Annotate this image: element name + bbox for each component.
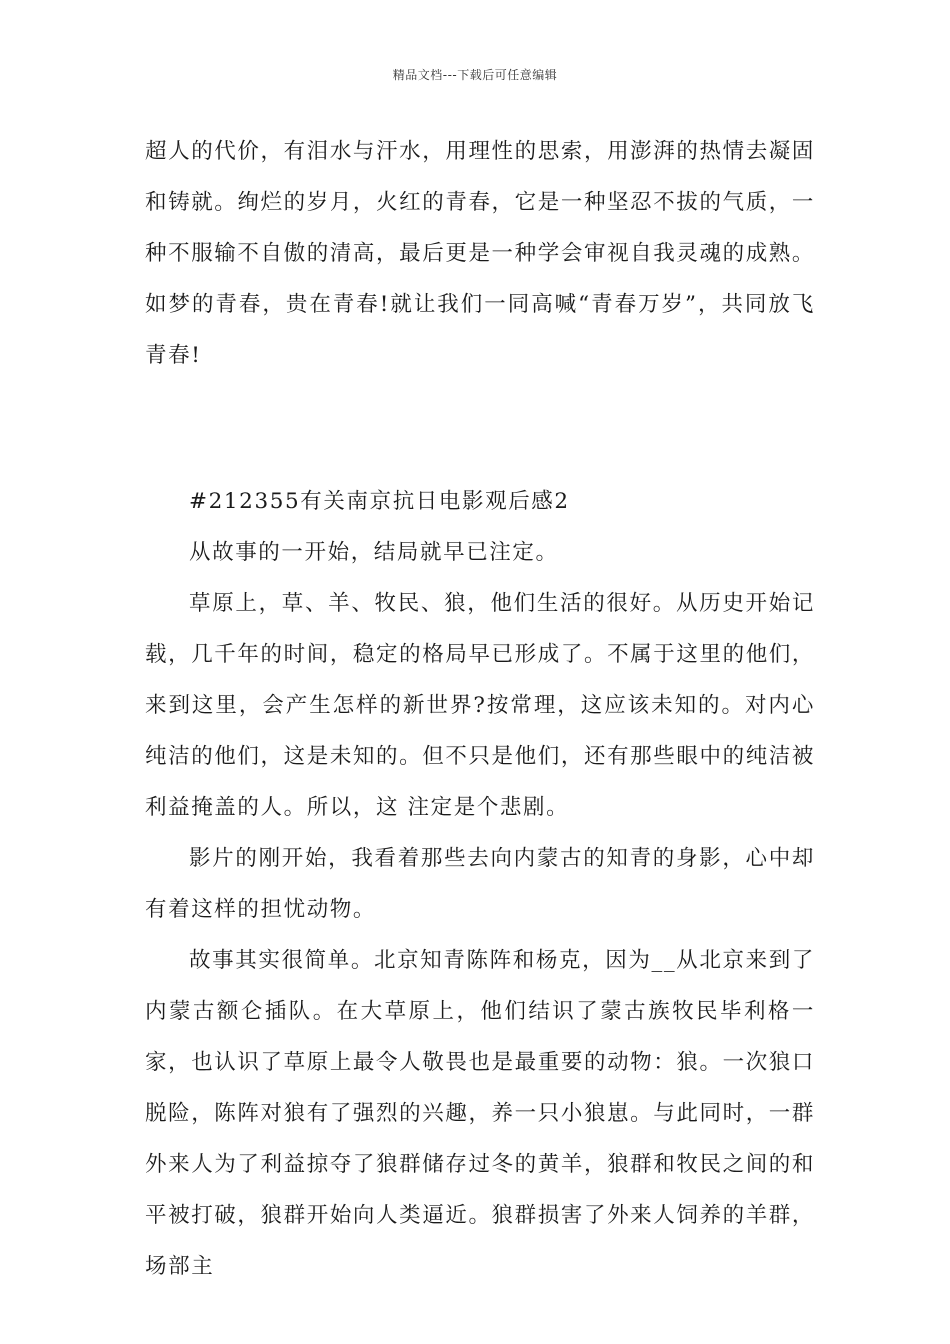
page-header: 精品文档---下载后可任意编辑 — [392, 68, 558, 82]
paragraph: 超人的代价，有泪水与汗水，用理性的思索，用澎湃的热情去凝固和铸就。绚烂的岁月，火红的青春，它是一种坚忍不拔的气质，一种不服输不自傲的清高，最后更是一种学会审视自我灵魂的成熟。如梦的青春，贵在青春!就让我们一同高喊“青春万岁”，共同放飞青春! — [145, 139, 815, 368]
section-title: #212355有关南京抗日电影观后感2 — [189, 489, 570, 514]
paragraph: 影片的刚开始，我看着那些去向内蒙古的知青的身影，心中却有着这样的担忧动物。 — [145, 846, 815, 922]
section-2 — [145, 476, 815, 1292]
paragraph: 草原上，草、羊、牧民、狼，他们生活的很好。从历史开始记载，几千年的时间，稳定的格局早已形成了。不属于这里的他们，来到这里，会产生怎样的新世界?按常理，这应该未知的。对内心纯洁的他们，这是未知的。但不只是他们，还有那些眼中的纯洁被利益掩盖的人。所以，这 注定是个悲剧。 — [145, 591, 815, 820]
paragraph: 故事其实很简单。北京知青陈阵和杨克，因为__从北京来到了内蒙古额仑插队。在大草原上，他们结识了蒙古族牧民毕利格一家，也认识了草原上最令人敬畏也是最重要的动物：狼。一次狼口脱险，陈阵对狼有了强烈的兴趣，养一只小狼崽。与此同时，一群外来人为了利益掠夺了狼群储存过冬的黄羊，狼群和牧民之间的和平被打破，狼群开始向人类逼近。狼群损害了外来人饲养的羊群，场部主 — [145, 948, 815, 1279]
paragraph: 从故事的一开始，结局就早已注定。 — [189, 540, 559, 565]
section-1 — [145, 126, 815, 381]
